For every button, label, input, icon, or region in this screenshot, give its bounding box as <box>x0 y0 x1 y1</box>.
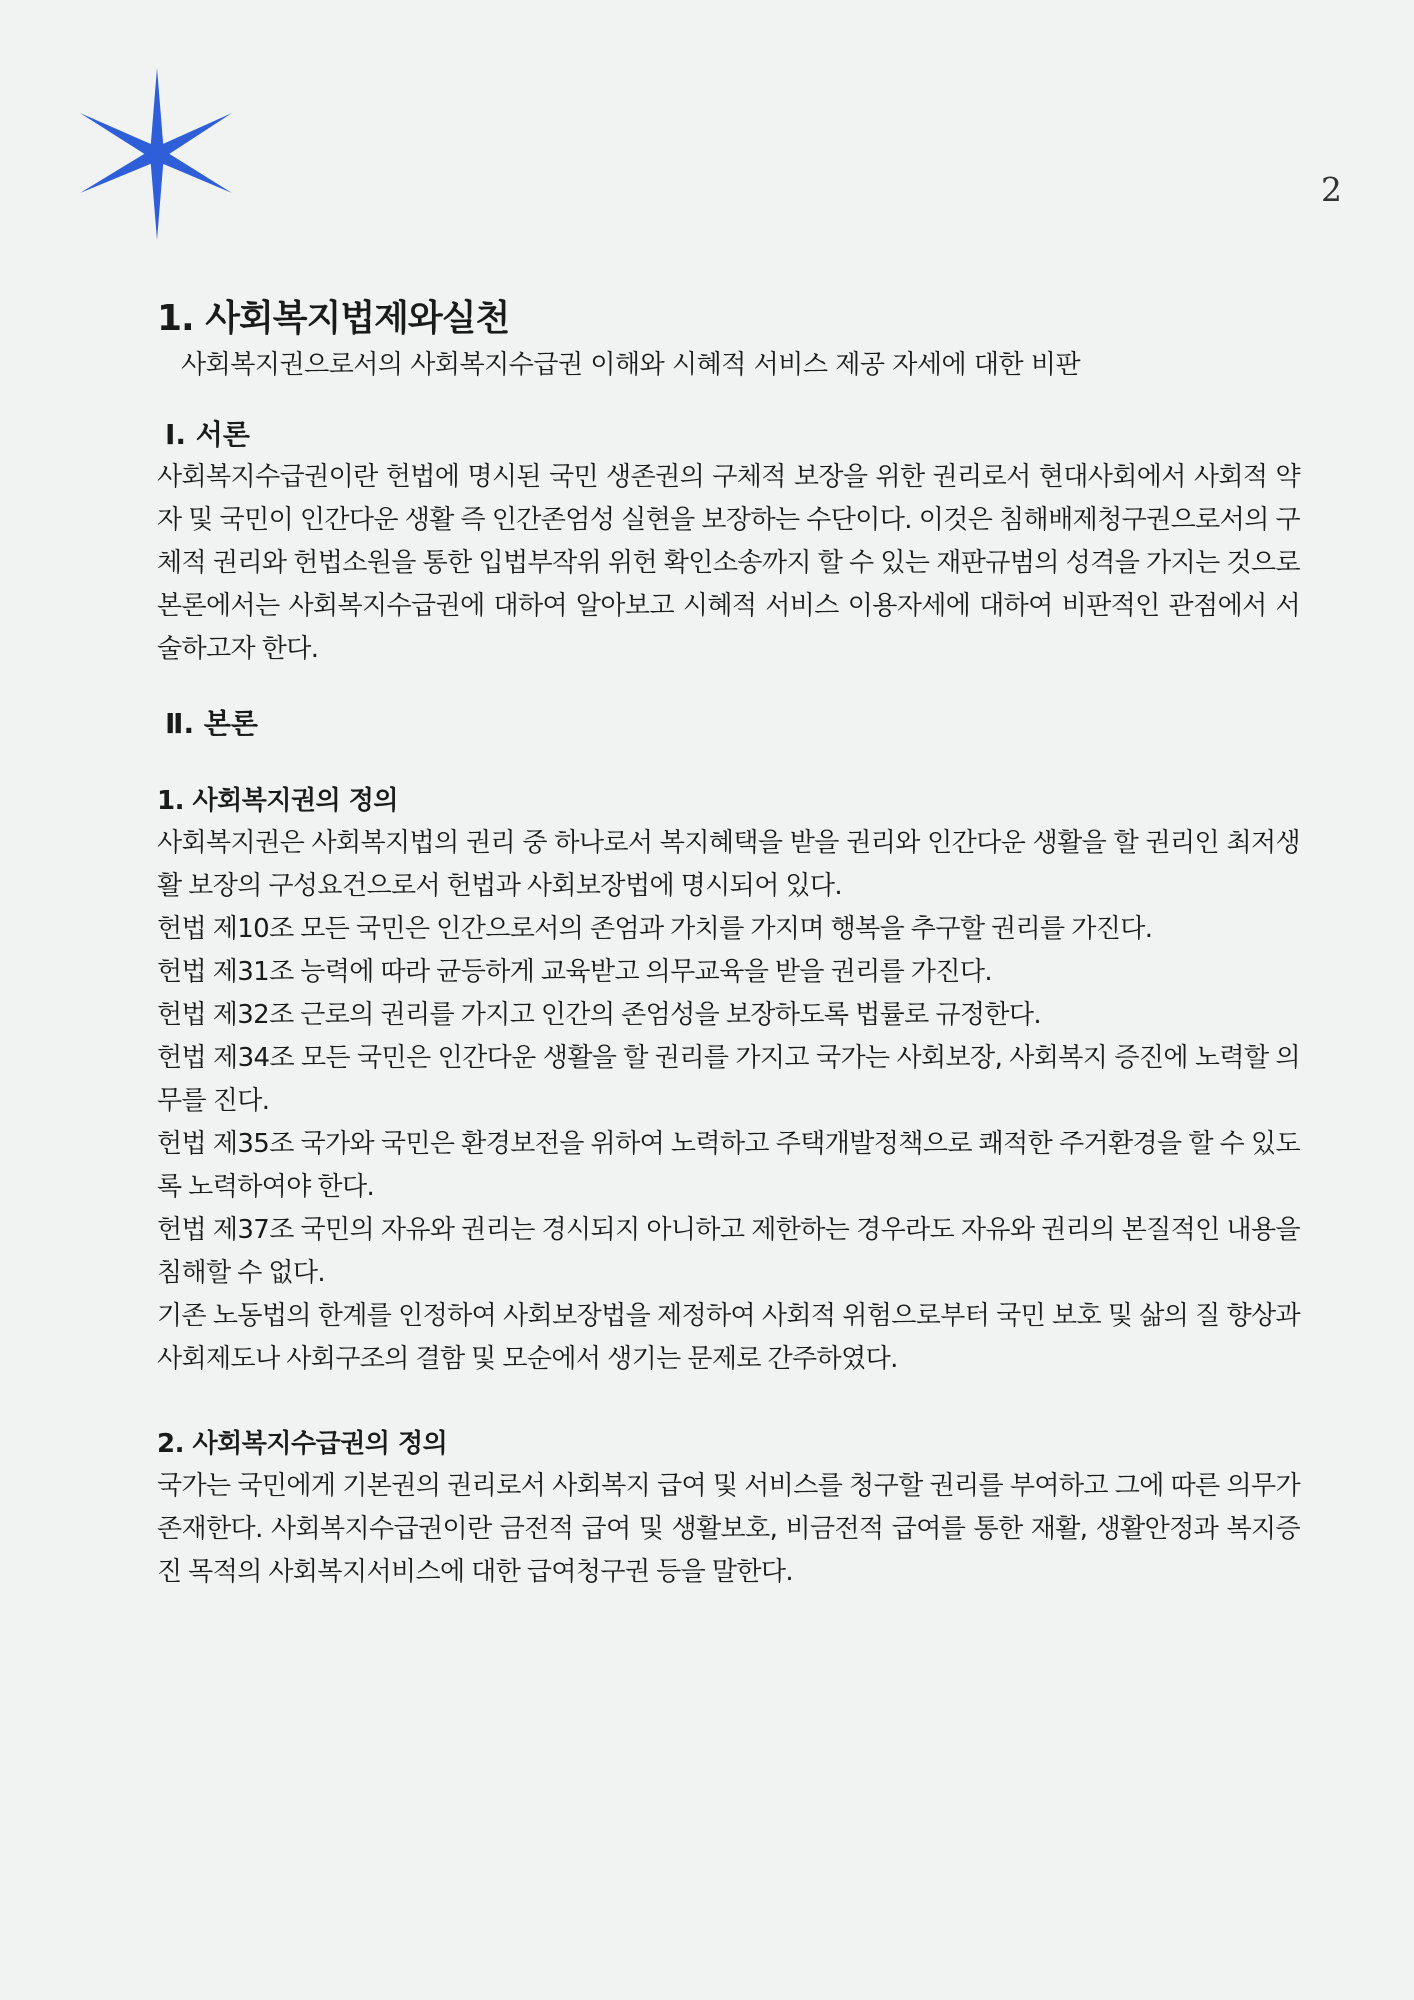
intro-heading: Ⅰ. 서론 <box>165 418 250 451</box>
intro-paragraph: 사회복지수급권이란 헌법에 명시된 국민 생존권의 구체적 보장을 위한 권리로서 현대사회에서 사회적 약자 및 국민이 인간다운 생활 즉 인간존엄성 실현을 보장하는 수단이다. 이것은 침해배제청구권으로서의 구체적 권리와 헌법소원을 통한 입법부작위 위헌 확인소송까지 할 수 있는 재판규범의 성격을 가지는 것으로 본론에서는 사회복지수급권에 대하여 알아보고 시혜적 서비스 이용자세에 대하여 비판적인 관점에서 서술하고자 한다. <box>157 462 1300 664</box>
constitution-article-35: 헌법 제35조 국가와 국민은 환경보전을 위하여 노력하고 주택개발정책으로 쾌적한 주거환경을 할 수 있도록 노력하여야 한다. <box>157 1129 1300 1202</box>
page-title: 1. 사회복지법제와실천 <box>157 298 510 339</box>
page-number: 2 <box>1321 170 1342 209</box>
paragraph: 기존 노동법의 한계를 인정하여 사회보장법을 제정하여 사회적 위험으로부터 국민 보호 및 삶의 질 향상과 사회제도나 사회구조의 결함 및 모순에서 생기는 문제로 간주하였다. <box>157 1301 1300 1374</box>
body-heading: Ⅱ. 본론 <box>165 707 258 740</box>
constitution-article-10: 헌법 제10조 모든 국민은 인간으로서의 존엄과 가치를 가지며 행복을 추구할 권리를 가진다. <box>157 914 1153 944</box>
page-subtitle: 사회복지권으로서의 사회복지수급권 이해와 시혜적 서비스 제공 자세에 대한 비판 <box>181 350 1081 380</box>
subsection-heading-social-welfare-right: 1. 사회복지권의 정의 <box>157 786 398 816</box>
star-icon <box>80 68 235 240</box>
paragraph: 국가는 국민에게 기본권의 권리로서 사회복지 급여 및 서비스를 청구할 권리를 부여하고 그에 따른 의무가 존재한다. 사회복지수급권이란 금전적 급여 및 생활보호, 비금전적 급여를 통한 재활, 생활안정과 복지증진 목적의 사회복지서비스에 대한 급여청구권 등을 말한다. <box>157 1471 1300 1587</box>
constitution-article-37: 헌법 제37조 국민의 자유와 권리는 경시되지 아니하고 제한하는 경우라도 자유와 권리의 본질적인 내용을 침해할 수 없다. <box>157 1215 1300 1288</box>
constitution-article-32: 헌법 제32조 근로의 권리를 가지고 인간의 존엄성을 보장하도록 법률로 규정한다. <box>157 1000 1042 1030</box>
document-content <box>157 294 1300 1594</box>
paragraph: 사회복지권은 사회복지법의 권리 중 하나로서 복지혜택을 받을 권리와 인간다운 생활을 할 권리인 최저생활 보장의 구성요건으로서 헌법과 사회보장법에 명시되어 있다. <box>157 828 1300 901</box>
subsection-heading-welfare-benefit-right: 2. 사회복지수급권의 정의 <box>157 1429 448 1459</box>
constitution-article-31: 헌법 제31조 능력에 따라 균등하게 교육받고 의무교육을 받을 권리를 가진다. <box>157 957 993 987</box>
constitution-article-34: 헌법 제34조 모든 국민은 인간다운 생활을 할 권리를 가지고 국가는 사회보장, 사회복지 증진에 노력할 의무를 진다. <box>157 1043 1300 1116</box>
